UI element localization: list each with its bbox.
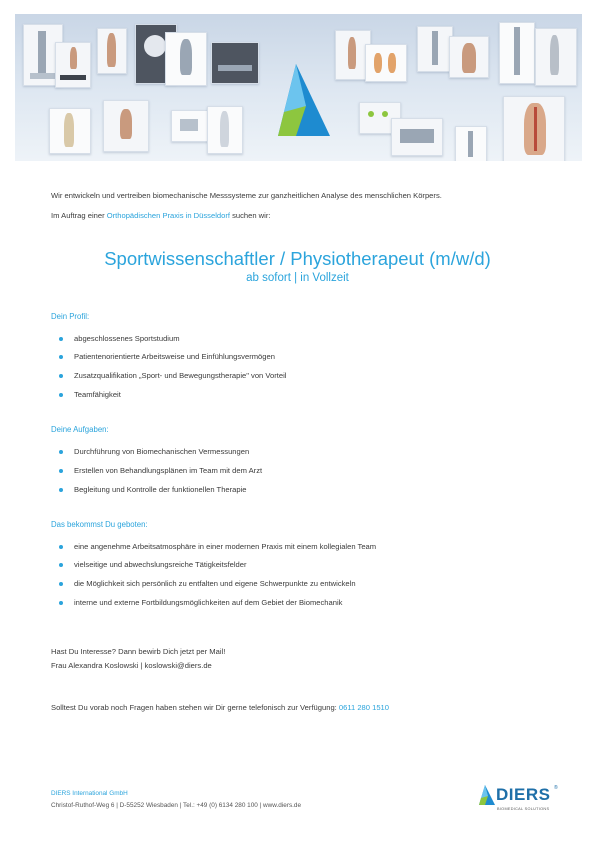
photo-person-standing: [97, 28, 127, 74]
bullet-dot-icon: [59, 393, 63, 397]
phone-number-link[interactable]: 0611 280 1510: [338, 703, 390, 712]
list-item-text: eine angenehme Arbeitsatmosphäre in einer modernen Praxis mit einem kollegialen Team: [74, 542, 377, 551]
list-item-text: Begleitung und Kontrolle der funktionellen Therapie: [74, 485, 247, 494]
photo-treadmill: [211, 42, 259, 84]
photo-spine-scan: [165, 32, 207, 86]
footer-company: DIERS International GmbH: [51, 790, 128, 797]
bullet-dot-icon: [59, 582, 63, 586]
bullet-dot-icon: [59, 450, 63, 454]
intro-prefix: Im Auftrag einer: [51, 211, 107, 220]
intro-suffix: suchen wir:: [229, 211, 271, 220]
intro-text: [51, 191, 442, 200]
list-item-text: abgeschlossenes Sportstudium: [74, 334, 180, 343]
contact-person-link[interactable]: Frau Alexandra Koslowski | koslowski@diers.de: [51, 661, 212, 670]
photo-sensor-device: [171, 110, 209, 142]
intro-line-1: Wir entwickeln und vertreiben biomechanische Messsysteme zur ganzheitlichen Analyse des menschlichen Körpers.: [51, 191, 442, 200]
photo-insoles: [365, 44, 407, 82]
diers-logo: [478, 784, 560, 818]
list-item-text: Erstellen von Behandlungsplänen im Team mit dem Arzt: [74, 466, 263, 475]
list-item-text: Patientenorientierte Arbeitsweise und Einfühlungsvermögen: [74, 352, 275, 361]
photo-skeleton-model: [49, 108, 91, 154]
photo-treadmill-runner: [55, 42, 91, 88]
phone-prefix: Solltest Du vorab noch Fragen haben stehen wir Dir gerne telefonisch zur Verfügung:: [51, 703, 339, 712]
header-banner: [15, 14, 582, 161]
logo-registered: ®: [554, 785, 558, 791]
section-title-benefits: Das bekommst Du geboten:: [51, 520, 148, 529]
logo-wordmark: DIERS: [496, 785, 551, 804]
bullet-dot-icon: [59, 355, 63, 359]
contact-question: Hast Du Interesse? Dann bewirb Dich jetzt per Mail!: [51, 647, 226, 656]
photo-cycling-test: [103, 100, 149, 152]
photo-gait-analysis: [535, 28, 577, 86]
photo-spine-model: [503, 96, 565, 161]
bullet-dot-icon: [59, 337, 63, 341]
job-title: Sportwissenschaftler / Physiotherapeut (m/w/d): [104, 248, 491, 269]
diers-triangle-icon: [276, 62, 332, 138]
photo-back-model: [449, 36, 489, 78]
photo-device-tower: [499, 22, 535, 84]
photo-scanner-stand: [455, 126, 487, 161]
bullet-dot-icon: [59, 601, 63, 605]
job-subtitle: ab sofort | in Vollzeit: [246, 272, 349, 284]
bullet-dot-icon: [59, 488, 63, 492]
bullet-dot-icon: [59, 374, 63, 378]
photo-pressure-plate: [391, 118, 443, 156]
list-item-text: die Möglichkeit sich persönlich zu entfalten und eigene Schwerpunkte zu entwickeln: [74, 579, 356, 588]
bullet-dot-icon: [59, 563, 63, 567]
list-item-text: interne und externe Fortbildungsmöglichkeiten auf dem Gebiet der Biomechanik: [74, 598, 343, 607]
photo-posture-figure: [207, 106, 243, 154]
bullet-dot-icon: [59, 469, 63, 473]
section-title-profile: Dein Profil:: [51, 312, 90, 321]
list-item-text: Zusatzqualifikation „Sport- und Bewegungstherapie" von Vorteil: [74, 371, 287, 380]
bullet-dot-icon: [59, 545, 63, 549]
section-title-tasks: Deine Aufgaben:: [51, 425, 109, 434]
footer-address: Christof-Ruthof-Weg 6 | D-55252 Wiesbaden | Tel.: +49 (0) 6134 280 100 | www.diers.de: [51, 802, 302, 809]
diers-logo-mark-icon: [478, 784, 496, 806]
list-item-text: vielseitige und abwechslungsreiche Tätigkeitsfelder: [74, 560, 247, 569]
list-item-text: Teamfähigkeit: [74, 390, 121, 399]
logo-tagline: BIOMEDICAL SOLUTIONS: [497, 807, 550, 811]
phone-line: [51, 703, 389, 712]
intro-commission: [51, 211, 271, 220]
client-highlight: Orthopädischen Praxis in Düsseldorf: [106, 211, 230, 220]
photo-platform: [417, 26, 453, 72]
list-item-text: Durchführung von Biomechanischen Vermessungen: [74, 447, 250, 456]
